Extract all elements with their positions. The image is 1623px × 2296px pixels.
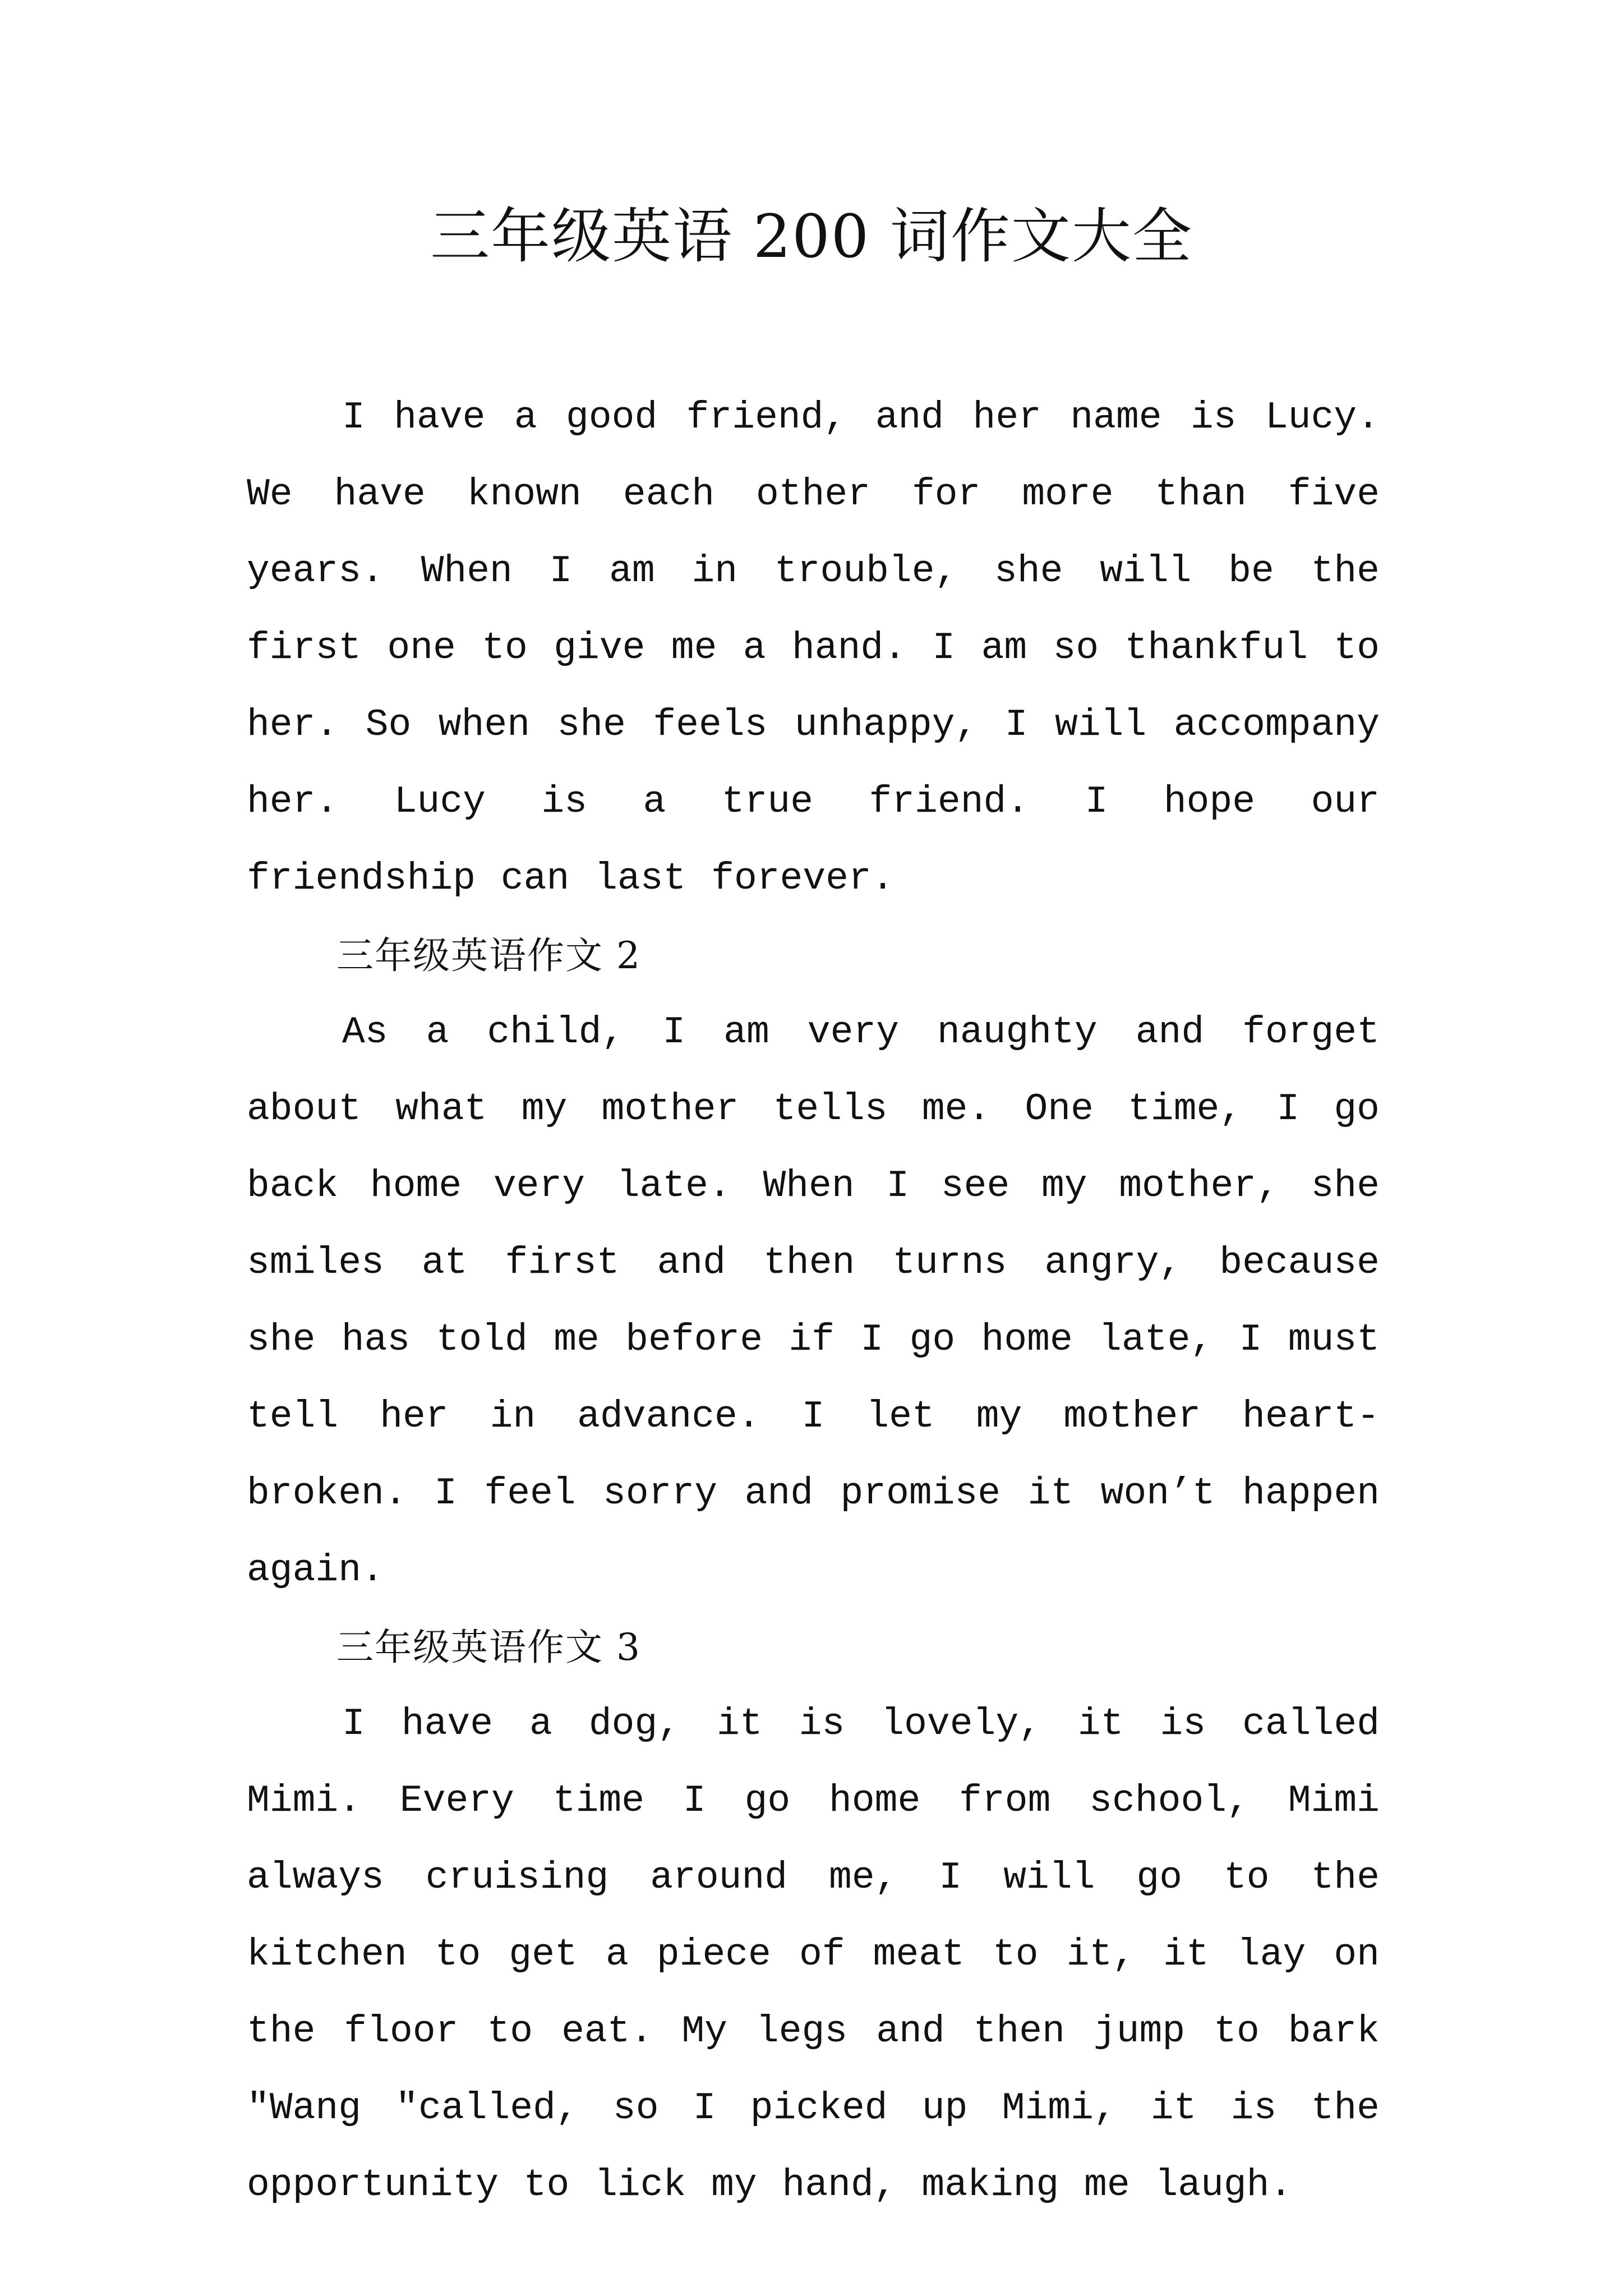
- essay-3-text: I have a dog, it is lovely, it is called Mimi. Every time I go home from school, Mimi always cruising around me, I will go to the kitchen to get a piece of meat to it, it lay on the floor to eat. My legs and then jump to bark "Wang "called, so I picked up Mimi, it is the opportunity to lick my hand, making me laugh.: [247, 1703, 1380, 2207]
- essay-3-heading: 三年级英语作文 3: [336, 1626, 641, 1669]
- essay-2-text: As a child, I am very naughty and forget about what my mother tells me. One time, I go back home very late. When I see my mother, she smiles at first and then turns angry, because she has told me before if I go home late, I must tell her in advance. I let my mother heart-broken. I feel sorry and promise it won’t happen again.: [247, 1011, 1380, 1592]
- essay-2-heading: 三年级英语作文 2: [336, 934, 641, 977]
- document-body: [247, 379, 1380, 2224]
- essay-1-text: I have a good friend, and her name is Lucy. We have known each other for more than five years. When I am in trouble, she will be the first one to give me a hand. I am so thankful to her. So when she feels unhappy, I will accompany her. Lucy is a true friend. I hope our friendship can last forever.: [247, 396, 1380, 900]
- document-title: 三年级英语 200 词作文大全: [430, 202, 1193, 271]
